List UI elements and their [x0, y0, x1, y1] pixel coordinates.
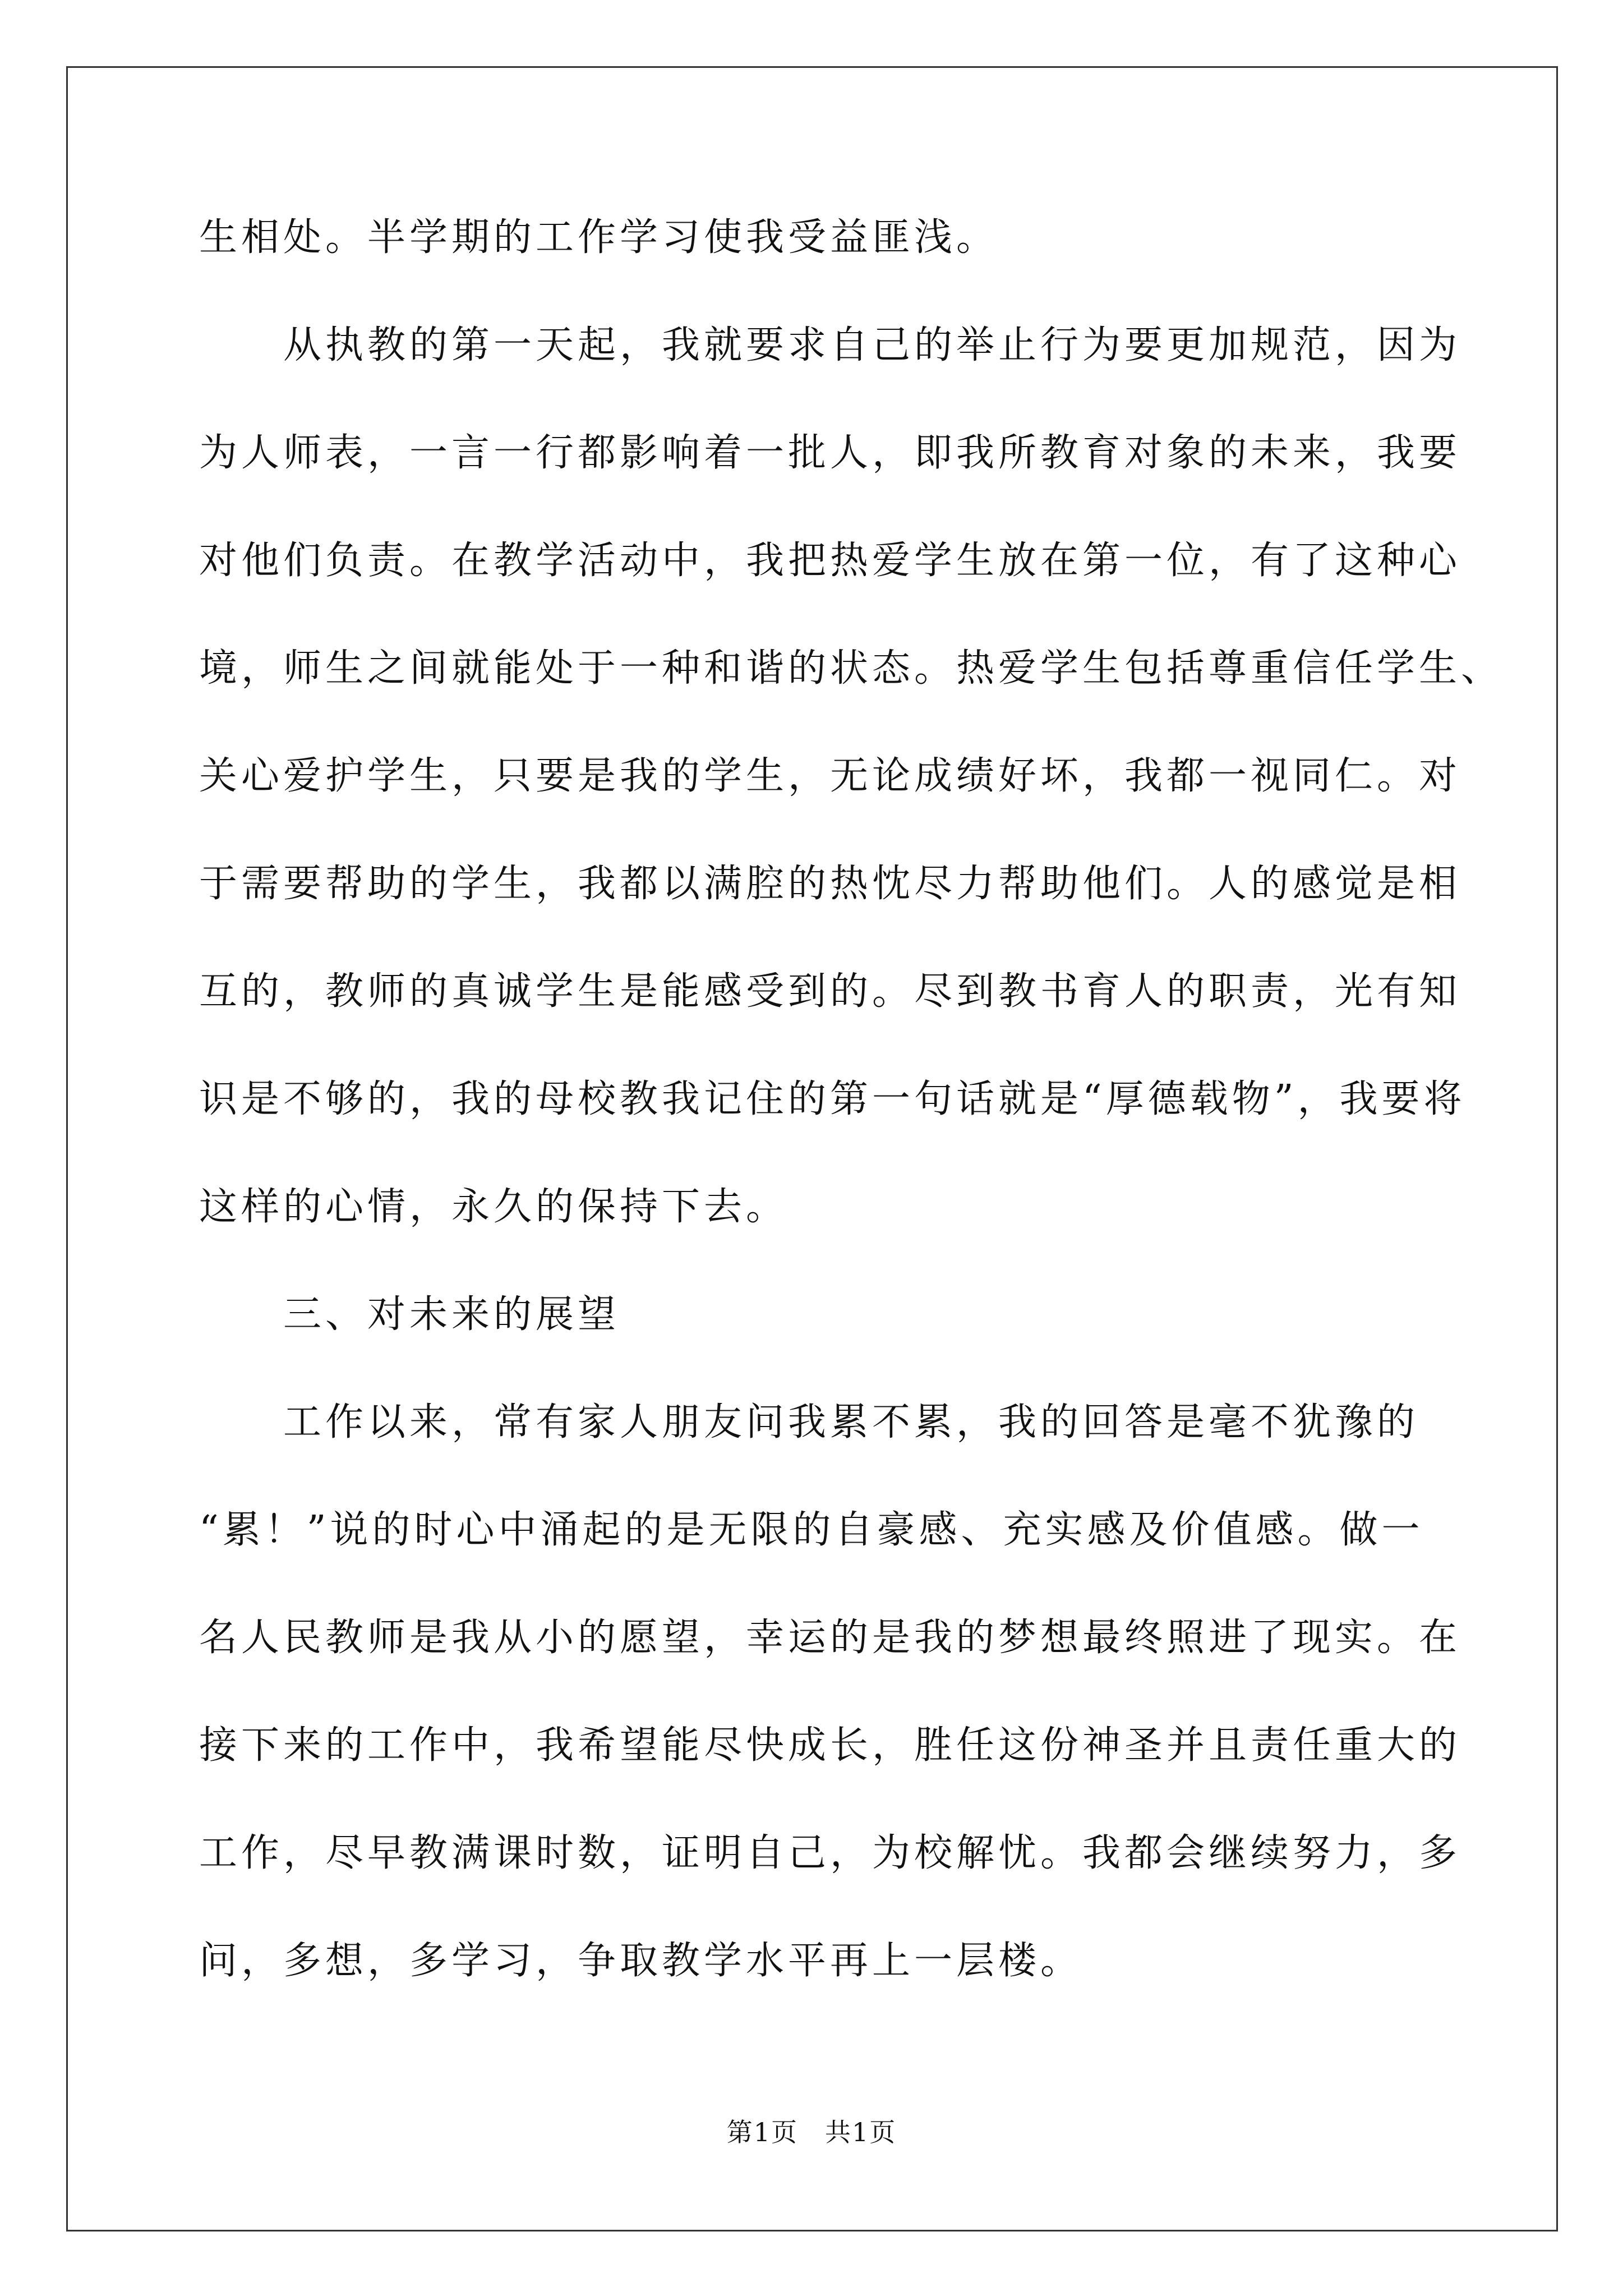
text-line: 关心爱护学生，只要是我的学生，无论成绩好坏，我都一视同仁。对 [199, 754, 1461, 798]
text-line: 问，多想，多学习，争取教学水平再上一层楼。 [199, 1939, 1083, 1983]
page-number-footer: 第1页 共1页 [726, 2117, 897, 2147]
text-line: 对他们负责。在教学活动中，我把热爱学生放在第一位，有了这种心 [199, 539, 1461, 583]
text-line: “累！”说的时心中涌起的是无限的自豪感、充实感及价值感。做一 [199, 1508, 1424, 1552]
text-line: 互的，教师的真诚学生是能感受到的。尽到教书育人的职责，光有知 [199, 969, 1461, 1014]
text-line: 从执教的第一天起，我就要求自己的举止行为要更加规范，因为 [199, 323, 1461, 367]
text-line: 工作，尽早教满课时数，证明自己，为校解忧。我都会继续努力，多 [199, 1831, 1461, 1875]
text-line: 这样的心情，永久的保持下去。 [199, 1185, 789, 1229]
text-line: 工作以来，常有家人朋友问我累不累，我的回答是毫不犹豫的 [199, 1400, 1419, 1444]
text-line: 接下来的工作中，我希望能尽快成长，胜任这份神圣并且责任重大的 [199, 1723, 1461, 1768]
text-line: 于需要帮助的学生，我都以满腔的热忱尽力帮助他们。人的感觉是相 [199, 862, 1461, 906]
text-line: 为人师表，一言一行都影响着一批人，即我所教育对象的未来，我要 [199, 431, 1461, 475]
text-line: 境，师生之间就能处于一种和谐的状态。热爱学生包括尊重信任学生、 [199, 646, 1504, 691]
text-line: 名人民教师是我从小的愿望，幸运的是我的梦想最终照进了现实。在 [199, 1616, 1461, 1660]
text-line: 生相处。半学期的工作学习使我受益匪浅。 [199, 215, 999, 260]
text-line: 识是不够的，我的母校教我记住的第一句话就是“厚德载物”，我要将 [199, 1077, 1466, 1121]
section-heading: 三、对未来的展望 [199, 1292, 620, 1337]
page-border [66, 66, 1558, 2231]
